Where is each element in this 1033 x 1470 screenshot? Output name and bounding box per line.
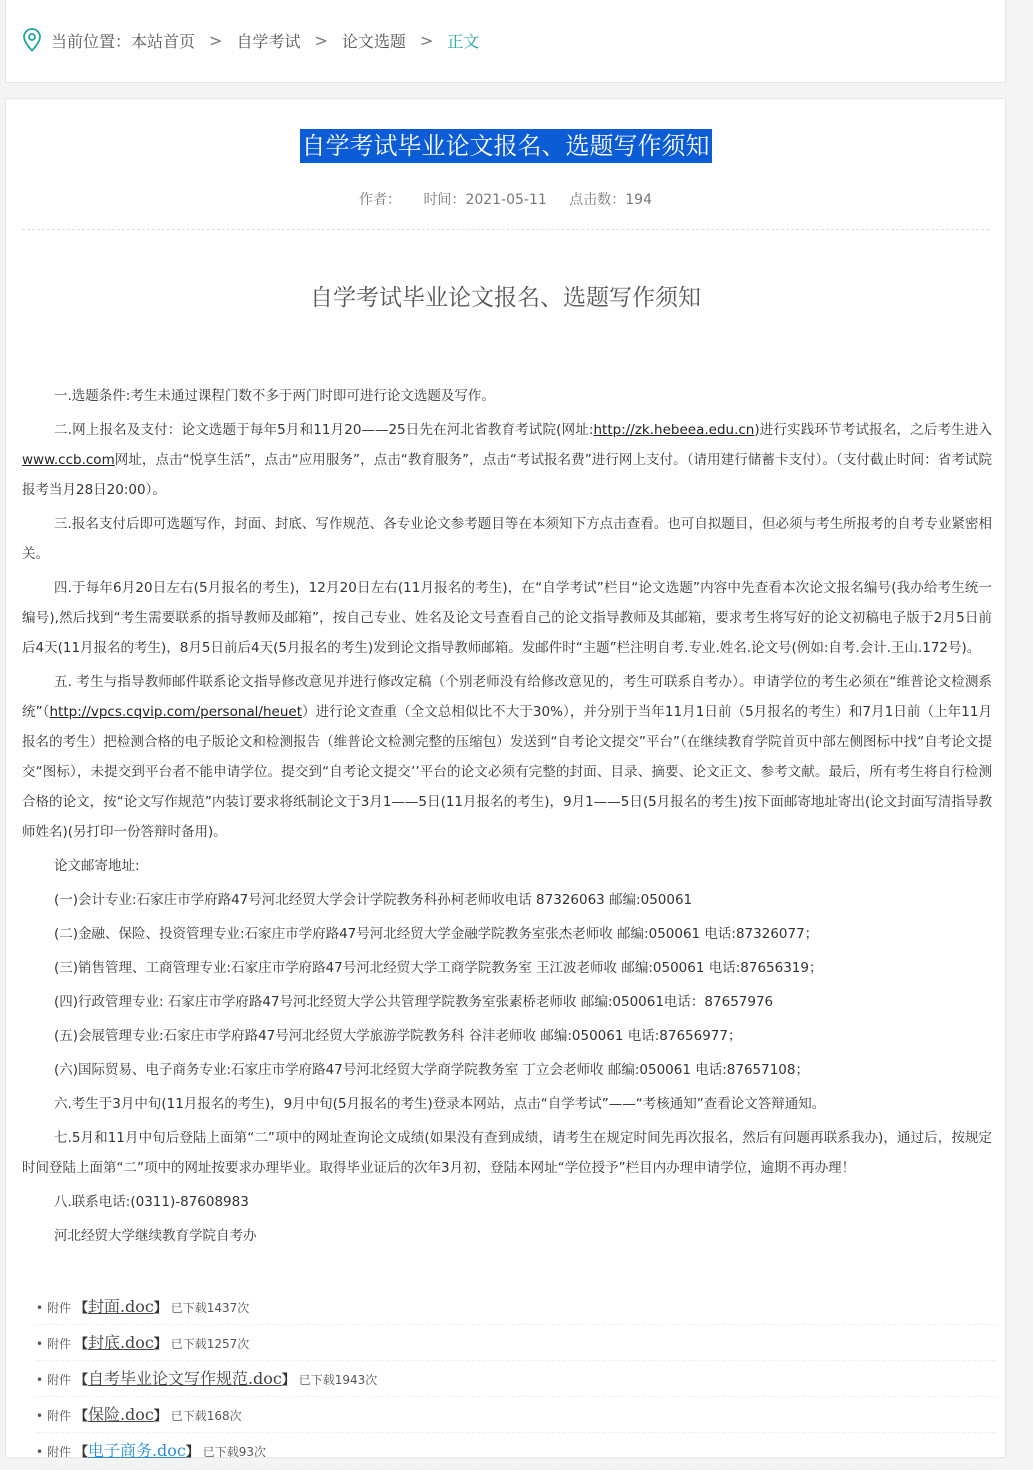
p2-text-b: )进行实践环节考试报名，之后考生进入 <box>754 422 992 438</box>
article-meta <box>6 189 1005 209</box>
address-3: (三)销售管理、工商管理专业:石家庄市学府路47号河北经贸大学工商学院教务室 王江波老师收 邮编:050061 电话:87656319； <box>54 960 823 976</box>
p5-text-b: ）进行论文查重（全文总相似比不大于30%），并分别于当年11月1日前（5月报名的考生）和7月1日前（上年11月报名的考生）把检测合格的电子版论文和检测报告（维普论文检测完整的压缩包）发送到“自考论文提交”平台”（在继续教育学院首页中部左侧图标中找“自考论文提交“图标），未提交到平台者不能申请学位。提交到“自考论文提交’’平台的论文必须有完整的封面、目录、摘要、论文正文、参考文献。最后，所有考生将自行检测合格的论文，按“论文写作规范”内装订要求将纸制论文于3月1——5日(11月报名的考生)，9月1——5日(5月报名的考生)按下面邮寄地址寄出(论文封面写清指导教师姓名)(另打印一份答辩时备用)。 <box>22 704 992 840</box>
download-count: 93 <box>238 1445 255 1459</box>
download-label: 已下载 <box>170 1337 207 1351</box>
attachment-prefix: 附件 <box>47 1337 72 1351</box>
paragraph-3: 三.报名支付后即可选题写作，封面、封底、写作规范、各专业论文参考题目等在本须知下方点击查看。也可自拟题目，但必须与考生所报考的自考专业紧密相关。 <box>22 516 992 562</box>
paragraph-9: 河北经贸大学继续教育学院自考办 <box>54 1228 257 1244</box>
attachment-link[interactable]: 电子商务.doc <box>87 1441 186 1460</box>
paragraph-4: 四.于每年6月20日左右(5月报名的考生)，12月20日左右(11月报名的考生)，在“自学考试”栏目“论文选题”内容中先查看本次论文报名编号(我办给考生统一编号),然后找到“考生需要联系的指导教师及邮箱”，按自己专业、姓名及论文号查看自己的论文指导教师及其邮箱，要求考生将写好的论文初稿电子版于2月5日前后4天(11月报名的考生)，8月5日前后4天(5月报名的考生)发到论文指导教师邮箱。发邮件时“主题”栏注明自考.专业.姓名.论文号(例如:自考.会计.王山.172号)。 <box>22 580 992 656</box>
article-body <box>22 381 992 1255</box>
download-count: 1257 <box>206 1337 238 1351</box>
attachment-list <box>36 1289 996 1469</box>
article-title: 自学考试毕业论文报名、选题写作须知 <box>300 129 712 163</box>
attachment-link[interactable]: 封面.doc <box>87 1297 154 1316</box>
address-6: (六)国际贸易、电子商务专业:石家庄市学府路47号河北经贸大学商学院教务室 丁立会老师收 邮编:050061 电话:87657108； <box>54 1062 809 1078</box>
article-panel <box>5 98 1006 1458</box>
hits-label: 点击数： <box>569 192 626 208</box>
attachment-prefix: 附件 <box>47 1409 72 1423</box>
download-label: 已下载 <box>170 1409 207 1423</box>
time-value: 2021-05-11 <box>465 192 547 208</box>
p5-text-a: 五. 考生与指导教师邮件联系论文指导修改意见并进行修改定稿（个别老师没有给修改意见的，考生可联系自考办）。申请学位的考生必须在“维普论文检测系统”（ <box>22 674 992 720</box>
hits-value: 194 <box>625 192 652 208</box>
paragraph-7: 七.5月和11月中旬后登陆上面第“二”项中的网址查询论文成绩(如果没有查到成绩，请考生在规定时间先再次报名，然后有问题再联系我办)，通过后，按规定时间登陆上面第“二”项中的网址按要求办理毕业。取得毕业证后的次年3月初，登陆本网址“学位授予”栏目内办理申请学位，逾期不再办理！ <box>22 1130 992 1176</box>
download-label: 已下载 <box>170 1301 207 1315</box>
breadcrumb-current: 正文 <box>447 31 480 51</box>
article-title-wrap <box>6 129 1005 163</box>
p2-text-c: 网址，点击“悦享生活”，点击“应用服务”，点击“教育服务”，点击“考试报名费”进行网上支付。（请用建行储蓄卡支付）。（支付截止时间：省考试院报考当月28日20:00）。 <box>22 452 992 498</box>
ccb-link[interactable]: www.ccb.com <box>22 452 115 468</box>
paragraph-8: 八.联系电话:(0311)-87608983 <box>54 1194 249 1210</box>
breadcrumb-panel <box>5 0 1006 83</box>
attachment-prefix: 附件 <box>47 1445 72 1459</box>
download-count: 1437 <box>206 1301 238 1315</box>
attachment-link[interactable]: 封底.doc <box>87 1333 154 1352</box>
download-label: 已下载 <box>202 1445 239 1459</box>
address-5: (五)会展管理专业:石家庄市学府路47号河北经贸大学旅游学院教务科 谷沣老师收 邮编:050061 电话:87656977； <box>54 1028 742 1044</box>
address-4: (四)行政管理专业: 石家庄市学府路47号河北经贸大学公共管理学院教务室张素桥老师收 邮编:050061电话：87657976 <box>54 994 774 1010</box>
time-label: 时间： <box>423 192 466 208</box>
paragraph-1: 一.选题条件:考生未通过课程门数不多于两门时即可进行论文选题及写作。 <box>54 388 495 404</box>
download-label: 已下载 <box>298 1373 335 1387</box>
p2-text-a: 二.网上报名及支付：论文选题于每年5月和11月20——25日先在河北省教育考试院(网址: <box>54 422 594 438</box>
breadcrumb-separator: > <box>314 30 328 50</box>
paragraph-5 <box>22 667 992 847</box>
location-pin-icon <box>23 28 41 52</box>
attachment-link[interactable]: 保险.doc <box>87 1405 154 1424</box>
vpcs-link[interactable]: http://vpcs.cqvip.com/personal/heuet <box>49 704 302 720</box>
address-2: (二)金融、保险、投资管理专业:石家庄市学府路47号河北经贸大学金融学院教务室张杰老师收 邮编:050061 电话:87326077； <box>54 926 819 942</box>
attachment-prefix: 附件 <box>47 1301 72 1315</box>
hits-info <box>569 192 652 208</box>
breadcrumb-prefix: 当前位置： <box>51 31 132 51</box>
address-title: 论文邮寄地址: <box>54 858 140 874</box>
attachment-link[interactable]: 自考毕业论文写作规范.doc <box>87 1369 282 1388</box>
breadcrumb-selfstudy-link[interactable]: 自学考试 <box>236 31 301 51</box>
breadcrumb-separator: > <box>209 30 223 50</box>
exam-site-link[interactable]: http://zk.hebeea.edu.cn <box>593 422 755 438</box>
paragraph-2 <box>22 415 992 505</box>
download-count: 1943 <box>334 1373 366 1387</box>
attachment-item: • 附件 【电子商务.doc】 已下载93次 <box>36 1433 996 1469</box>
meta-divider <box>22 229 989 230</box>
time-info <box>423 192 546 208</box>
attachment-item: • 附件 【自考毕业论文写作规范.doc】 已下载1943次 <box>36 1361 996 1397</box>
attachment-prefix: 附件 <box>47 1373 72 1387</box>
attachment-item: • 附件 【封底.doc】 已下载1257次 <box>36 1325 996 1361</box>
breadcrumb <box>23 28 479 52</box>
breadcrumb-home-link[interactable]: 本站首页 <box>131 31 196 51</box>
address-1: (一)会计专业:石家庄市学府路47号河北经贸大学会计学院教务科孙柯老师收电话 87326063 邮编:050061 <box>54 892 693 908</box>
article-subtitle: 自学考试毕业论文报名、选题写作须知 <box>310 285 701 311</box>
attachment-item: • 附件 【保险.doc】 已下载168次 <box>36 1397 996 1433</box>
paragraph-6: 六.考生于3月中旬(11月报名的考生)，9月中旬(5月报名的考生)登录本网站，点击“自学考试”——“考核通知”查看论文答辩通知。 <box>54 1096 826 1112</box>
breadcrumb-separator: > <box>419 30 434 50</box>
breadcrumb-thesis-link[interactable]: 论文选题 <box>341 31 406 51</box>
attachment-item: • 附件 【封面.doc】 已下载1437次 <box>36 1289 996 1325</box>
author-label: 作者： <box>358 192 401 208</box>
download-count: 168 <box>206 1409 230 1423</box>
